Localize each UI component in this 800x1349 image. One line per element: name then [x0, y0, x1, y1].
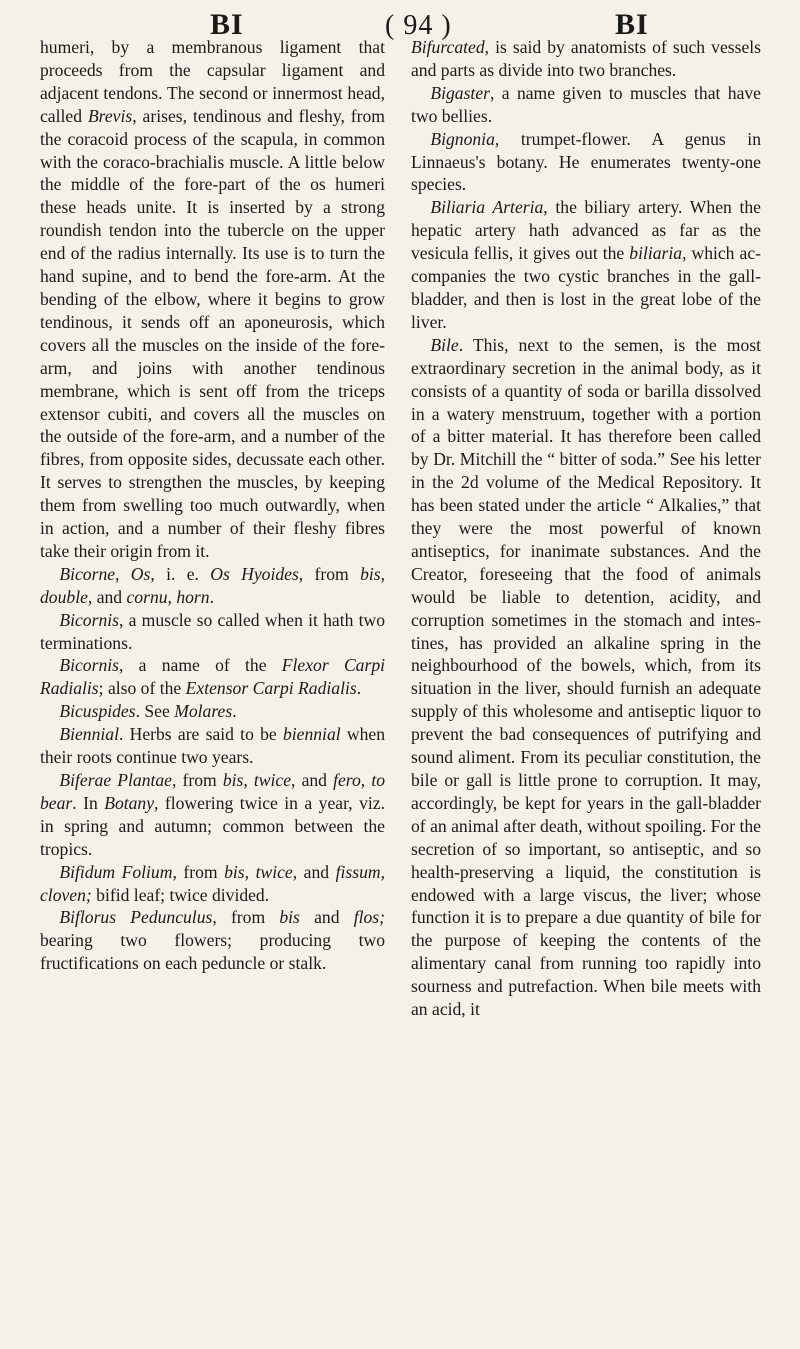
entry-bicuspides — [40, 700, 385, 723]
body-text: . See — [135, 701, 175, 722]
headword-text: Bile — [430, 334, 459, 355]
body-text: humeri, by a membranous ligament that proceeds from the capsular ligament and adjacent tendons. The second or innermost head, called — [40, 37, 385, 126]
headword-text: Os Hyoides — [210, 563, 299, 584]
body-text: and — [299, 907, 354, 928]
body-text: bifid leaf; twice divided. — [91, 884, 270, 905]
headword-text: bis, twice — [224, 861, 293, 882]
page-number: ( 94 ) — [385, 10, 452, 41]
body-text: , from — [172, 861, 225, 882]
headword-text: Bignonia — [430, 128, 495, 149]
body-text: , which accompanies the two cystic branches in the gall-bladder, and then is lost in the great lobe of the liver. — [411, 243, 761, 332]
headword-text: Biliaria Arteria — [430, 197, 544, 218]
headword-text: Bifidum Folium — [59, 861, 173, 882]
body-text: , and — [291, 770, 334, 790]
right-column — [411, 36, 761, 1021]
body-text: . — [232, 701, 237, 722]
body-text: ; also of the — [98, 678, 186, 699]
headword-text: bis — [279, 907, 300, 928]
headword-text: fero, to bear — [40, 770, 386, 813]
headword-text: Molares — [174, 701, 233, 722]
body-text: , is said by anatomists of such vessels and parts as divide into two branches. — [411, 37, 761, 80]
header-left-guide: BI — [210, 8, 244, 41]
entry-brachialis_cont — [40, 36, 385, 563]
body-text: , flowering twice in a year, viz. in spring and autumn; common between the tropics. — [40, 792, 385, 859]
body-text: , a name given to muscles that have two bellies. — [411, 82, 761, 126]
entry-bigaster — [411, 82, 761, 128]
headword-text: Biferae Plantae — [59, 770, 172, 790]
body-text: , the biliary artery. When the hepatic artery hath advanced as far as the vesicula fellis, it gives out the — [411, 197, 761, 264]
body-text: , from — [298, 563, 361, 584]
entry-biliaria — [411, 196, 761, 333]
headword-text: biliaria — [629, 243, 683, 264]
body-text: . This, next to the semen, is the most extraordinary secretion in the animal body, as it consists of a quantity of soda or barilla dissolved in a watery menstruum, together with a portion of a bitter material. It has therefore been called by Dr. Mitchill the “ bitter of soda.” See his letter in the 2d volume of the Medical Repository. It has been stated under the article “ Alkalies,” that they were the most powerful of known antiseptics, for inanimate substances. And the Creator, foreseeing that the food of animals would be liable to detention, acidity, and corruption sometimes in the stomach and intestines, has provided an alkaline spring in the neighbourhood of the bowels, which, from its situation in the liver, should furnish an adequate supply of this wholesome and antiseptic liquor to prevent the bad consequences of putrifying and sound aliment. From its peculiar constitution, the bile or gall is little prone to corruption. It may, accordingly, be kept for years in the gall-bladder of an animal after death, without spoiling. For the secretion of so important, so antiseptic, and so health-preserving a liquid, the constitution is endowed with a large viscus, the liver; whose function it is to prepare a due quantity of bile for the purpose of keeping the contents of the alimentary canal from running too rapidly into sourness and putrefaction. When bile meets with an acid, it — [411, 334, 761, 1020]
headword-text: biennial — [282, 724, 341, 745]
headword-text: Biennial — [59, 724, 119, 745]
body-text: , i. e. — [150, 563, 211, 584]
left-column — [40, 36, 385, 975]
entry-biferae — [40, 769, 385, 861]
body-text: , and — [292, 861, 336, 882]
headword-text: Bicornis — [59, 655, 119, 676]
entry-bicornis_1 — [40, 609, 385, 655]
entry-biflorus — [40, 906, 385, 975]
body-text: bearing two flowers; producing two fructifications on each peduncle or stalk. — [40, 930, 385, 974]
header-right-guide: BI — [615, 8, 649, 41]
body-text: , trumpet-flower. A genus in Linnaeus's botany. He enumerates twenty-one species. — [411, 128, 761, 195]
headword-text: Bifurcated — [411, 37, 485, 57]
headword-text: Flexor Carpi Radialis — [40, 655, 386, 699]
body-text: . — [356, 678, 362, 699]
headword-text: fissum, cloven; — [40, 861, 385, 905]
entry-bifurcated — [411, 36, 761, 82]
entry-bignonia — [411, 128, 761, 197]
entry-bicornis_2 — [40, 654, 385, 700]
headword-text: bis, twice — [222, 770, 292, 790]
headword-text: Bicorne, Os — [59, 563, 151, 584]
headword-text: flos; — [353, 907, 385, 928]
entry-bile — [411, 334, 761, 1021]
headword-text: Bicuspides — [59, 701, 136, 722]
headword-text: Biflorus Pedunculus — [59, 907, 213, 928]
body-text: . Herbs are said to be — [118, 724, 283, 745]
entry-biennial — [40, 723, 385, 769]
body-text: . — [209, 586, 214, 607]
entry-bifidum — [40, 861, 385, 907]
entry-bicorne — [40, 563, 385, 609]
headword-text: Bicornis — [59, 609, 119, 630]
body-text: , from — [212, 907, 280, 928]
body-text: , arises, tendinous and fleshy, from the coracoid process of the scapula, in common with the coraco-brachialis muscle. A little below the middle of the fore-part of the os humeri these heads unite. It is inserted by a strong roundish tendon into the tubercle on the upper end of the radius internally. Its use is to turn the hand supine, and to bend the fore-arm. At the bending of the elbow, where it begins to grow tendinous, it sends off an aponeurosis, which covers all the muscles on the inside of the fore-arm, and joins with another tendinous membrane, which is sent off from the triceps extensor cubiti, and covers all the muscles on the outside of the fore-arm, and a number of the fibres, from opposite sides, decussate each other. It serves to strengthen the muscles, by keeping them from swelling too much outwardly, when in action, and a number of their fleshy fibres take their origin from it. — [40, 105, 385, 561]
body-text: . In — [72, 792, 105, 813]
headword-text: Extensor Carpi Radialis — [185, 678, 357, 699]
body-text: when their roots continue two years. — [40, 724, 385, 768]
headword-text: cornu, horn — [126, 586, 210, 607]
body-text: , from — [172, 770, 223, 790]
body-text: , a muscle so called when it hath two terminations. — [40, 609, 385, 653]
headword-text: Brevis — [87, 105, 133, 126]
headword-text: Bigaster — [430, 82, 490, 103]
headword-text: Botany — [104, 792, 155, 813]
body-text: , and — [87, 586, 127, 607]
body-text: , a name of the — [118, 655, 282, 676]
headword-text: bis, double — [40, 563, 385, 607]
